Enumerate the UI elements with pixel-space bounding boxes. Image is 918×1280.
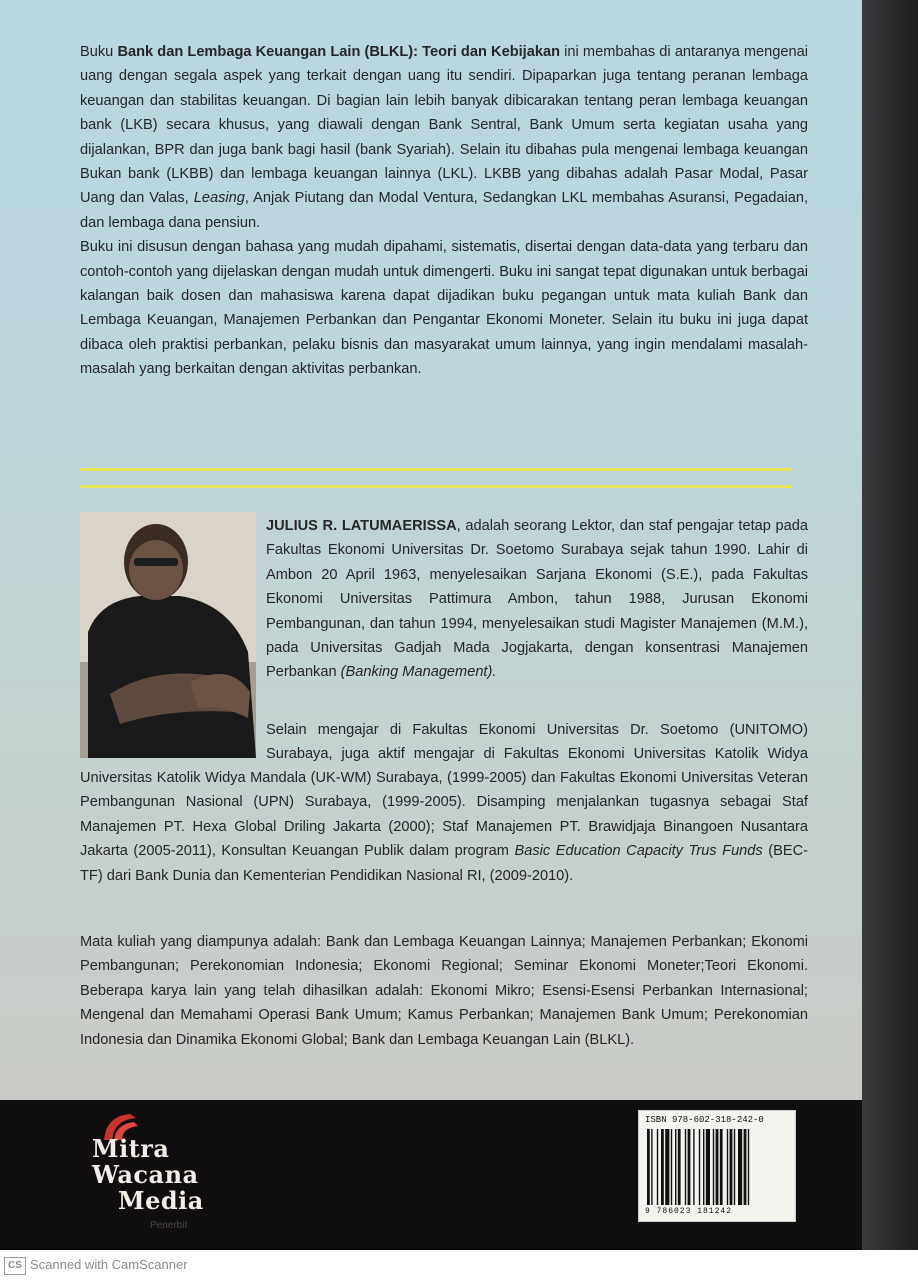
camscanner-logo: CS: [4, 1257, 26, 1275]
author-bio-teaching: [80, 718, 808, 766]
author-bio-career: Universitas Katolik Widya Mandala (UK-WM) Surabaya, (1999-2005) dan Fakultas Ekonomi Universitas Veteran Pembangunan Nasional (UPN) Surabaya, (1999-2005). Disamping menjalankan tugasnya sebagai Staf Manajemen PT. Hexa Global Driling Jakarta (2000); Staf Manajemen PT. Brawidjaja Binangoen Nusantara Jakarta (2005-2011), Konsultan Keuangan Publik dalam program Basic Education Capacity Trus Funds (BEC-TF) dari Bank Dunia dan Kementerian Pendidikan Nasional RI, (2009-2010).: [80, 770, 808, 884]
author-bio-teaching-top: Selain mengajar di Fakultas Ekonomi Universitas Dr. Soetomo (UNITOMO) Surabaya, juga aktif mengajar di Fakultas Ekonomi Universitas Katolik Widya: [266, 722, 808, 763]
publisher-logo: [92, 1110, 232, 1230]
description-paragraph-1: Buku Bank dan Lembaga Keuangan Lain (BLKL): Teori dan Kebijakan ini membahas di antaranya mengenai uang dengan segala aspek yang terkait dengan uang itu sendiri. Dipaparkan juga tentang peranan lembaga keuangan dan stabilitas keuangan. Di bagian lain lebih banyak dibicarakan tentang peran lembaga keuangan bank (LKB) secara khusus, yang diawali dengan Bank Sentral, Bank Umum serta kegiatan usaha yang dijalankan, BPR dan juga bank bagi hasil (bank Syariah). Selain itu dibahas pula mengenai lembaga keuangan Bukan bank (LKBB) dan lembaga keuangan lainnya (LKL). LKBB yang dibahas adalah Pasar Modal, Pasar Uang dan Valas, Leasing, Anjak Piutang dan Modal Ventura, Sedangkan LKL membahas Asuransi, Pegadaian, dan lembaga dana pensiun.: [80, 44, 808, 231]
description-paragraph-2: Buku ini disusun dengan bahasa yang mudah dipahami, sistematis, disertai dengan data-data yang terbaru dan contoh-contoh yang dijelaskan dengan mudah untuk dimengerti. Buku ini sangat tepat digunakan untuk berbagai kalangan baik dosen dan mahasiswa karena dapat dijadikan buku pegangan untuk mata kuliah Bank dan Lembaga Keuangan, Manajemen Perbankan dan Pengantar Ekonomi Moneter. Selain itu buku ini juga dapat dibaca oleh praktisi perbankan, pelaku bisnis dan masyarakat umum lainnya, yang ingin mendalami masalah-masalah yang berkaitan dengan aktivitas perbankan.: [80, 239, 808, 378]
publisher-name: Mitra Wacana Media: [92, 1134, 204, 1215]
author-name: JULIUS R. LATUMAERISSA: [266, 518, 457, 534]
author-career-text: Universitas Katolik Widya Mandala (UK-WM) Surabaya, (1999-2005) dan Fakultas Ekonomi Universitas Veteran Pembangunan Nasional (UPN) Surabaya, (1999-2005). Disamping menjalankan tugasnya sebagai Staf Manajemen PT. Hexa Global Driling Jakarta (2000); Staf Manajemen PT. Brawidjaja Binangoen Nusantara Jakarta (2005-2011), Konsultan Keuangan Publik dalam program: [80, 770, 808, 860]
yellow-divider: [80, 468, 792, 488]
barcode-icon: [647, 1129, 787, 1205]
author-courses: Mata kuliah yang diampunya adalah: Bank dan Lembaga Keuangan Lainnya; Manajemen Perbankan; Ekonomi Pembangunan; Perekonomian Indonesia; Ekonomi Regional; Seminar Ekonomi Moneter;Teori Ekonomi. Beberapa karya lain yang telah dihasilkan adalah: Ekonomi Mikro; Esensi-Esensi Perbankan Internasional; Mengenal dan Memahami Operasi Bank Umum; Kamus Perbankan; Manajemen Bank Umum; Perekonomian Indonesia dan Dinamika Ekonomi Global; Bank dan Lembaga Keuangan Lain (BLKL).: [80, 934, 808, 1048]
author-bio-intro: JULIUS R. LATUMAERISSA, adalah seorang Lektor, dan staf pengajar tetap pada Fakultas Ekonomi Universitas Dr. Soetomo Surabaya sejak tahun 1990. Lahir di Ambon 20 April 1963, menyelesaikan Sarjana Ekonomi (S.E.), pada Fakultas Ekonomi Universitas Pattimura Ambon, tahun 1988, Jurusan Ekonomi Pembangunan, dan tahun 1994, menyelesaikan studi Magister Manajemen (M.M.), pada Universitas Gadjah Mada Jogjakarta, dengan konsentrasi Manajemen Perbankan (Banking Management).: [266, 518, 808, 681]
publisher-subtitle: Penerbit: [150, 1220, 188, 1231]
book-description: [80, 40, 808, 382]
isbn-label: ISBN 978-602-318-242-0: [645, 1115, 764, 1125]
book-spine: [862, 0, 918, 1250]
scanner-footer: [0, 1250, 918, 1280]
isbn-barcode: [638, 1110, 796, 1222]
book-title: Bank dan Lembaga Keuangan Lain (BLKL): Teori dan Kebijakan: [117, 44, 560, 60]
barcode-digits: 9 786023 181242: [645, 1207, 733, 1216]
camscanner-label: Scanned with CamScanner: [30, 1257, 188, 1272]
